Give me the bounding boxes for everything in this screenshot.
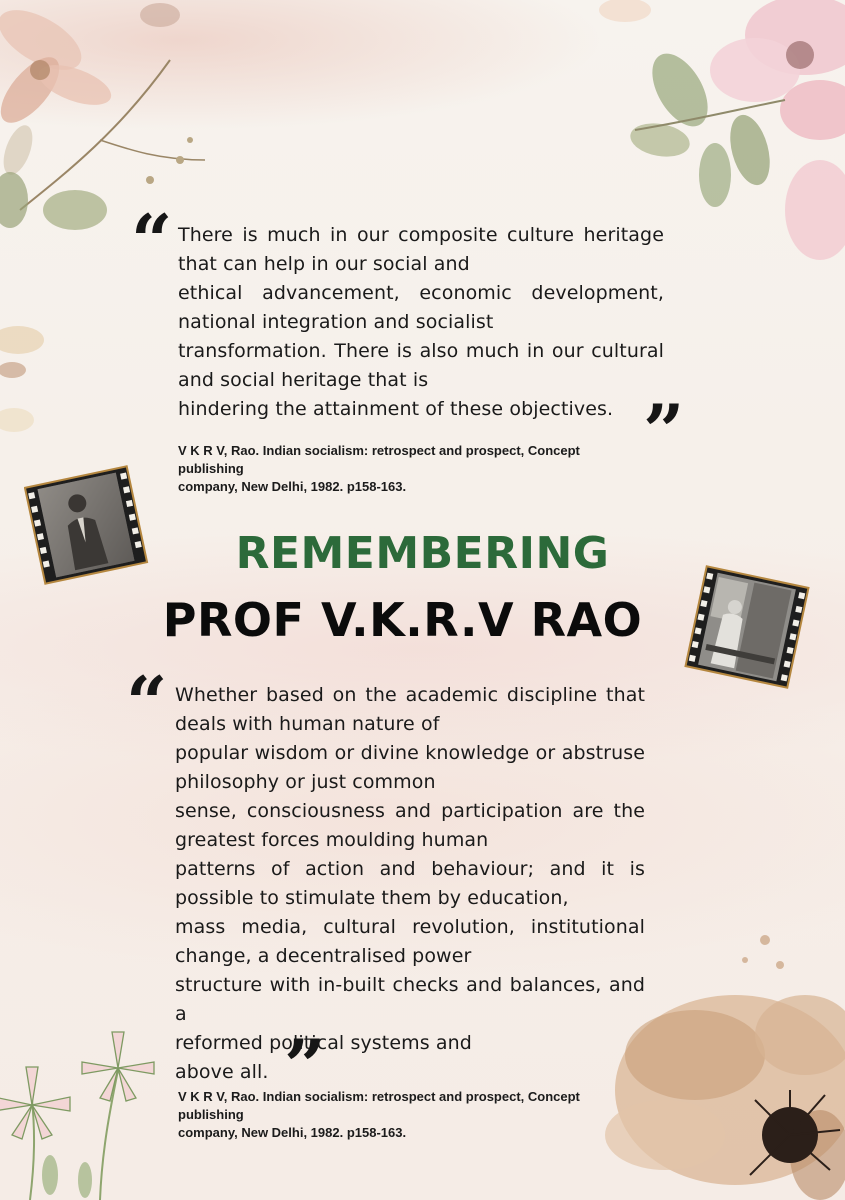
- quote-close-icon: ”: [284, 1023, 326, 1108]
- quote-1-line: that can help in our social and: [178, 253, 470, 275]
- quote-1-line: and social heritage that is: [178, 369, 429, 391]
- citation-line: V K R V, Rao. Indian socialism: retrospect and prospect, Concept: [178, 1089, 580, 1104]
- citation-2: [178, 1088, 648, 1142]
- citation-line: company, New Delhi, 1982. p158-163.: [178, 1125, 407, 1140]
- quote-1-line: hindering the attainment of these objectives.: [178, 398, 614, 420]
- quote-2-line: structure with in-built checks and balances, and a: [175, 974, 645, 1025]
- quote-1-line: There is much in our composite culture heritage: [178, 224, 664, 246]
- quote-1-line: ethical advancement, economic development,: [178, 282, 664, 304]
- quote-2-line: reformed political systems and: [175, 1032, 472, 1054]
- quote-close-icon: ”: [643, 388, 685, 473]
- quote-2-line: change, a decentralised power: [175, 945, 472, 967]
- floral-decoration-icon: [0, 1000, 180, 1200]
- quote-2-line: mass media, cultural revolution, institutional: [175, 916, 645, 938]
- quote-2-line: Whether based on the academic discipline that: [175, 684, 645, 706]
- quote-open-icon: “: [126, 660, 168, 745]
- quote-1-line: transformation. There is also much in our cultural: [178, 340, 664, 362]
- citation-line: company, New Delhi, 1982. p158-163.: [178, 479, 407, 494]
- quote-1-line: national integration and socialist: [178, 311, 494, 333]
- heading-remembering: REMEMBERING: [235, 528, 610, 579]
- quote-2-line: possible to stimulate them by education,: [175, 887, 569, 909]
- quote-2-line: popular wisdom or divine knowledge or abstruse: [175, 742, 645, 764]
- quote-2-line: above all.: [175, 1061, 269, 1083]
- quote-2-line: deals with human nature of: [175, 713, 440, 735]
- quote-2-line: sense, consciousness and participation are the: [175, 800, 645, 822]
- quote-2-line: patterns of action and behaviour; and it is: [175, 858, 645, 880]
- heading-name: PROF V.K.R.V RAO: [162, 593, 643, 647]
- quote-2: [175, 681, 645, 1087]
- quote-2-line: greatest forces moulding human: [175, 829, 489, 851]
- quote-open-icon: “: [131, 198, 173, 283]
- floral-decoration-icon: [0, 0, 230, 250]
- citation-line: publishing: [178, 1107, 244, 1122]
- citation-line: V K R V, Rao. Indian socialism: retrospect and prospect, Concept: [178, 443, 580, 458]
- citation-1: [178, 442, 648, 496]
- floral-decoration-icon: [0, 315, 50, 455]
- quote-1: [178, 221, 664, 424]
- quote-2-line: philosophy or just common: [175, 771, 436, 793]
- citation-line: publishing: [178, 461, 244, 476]
